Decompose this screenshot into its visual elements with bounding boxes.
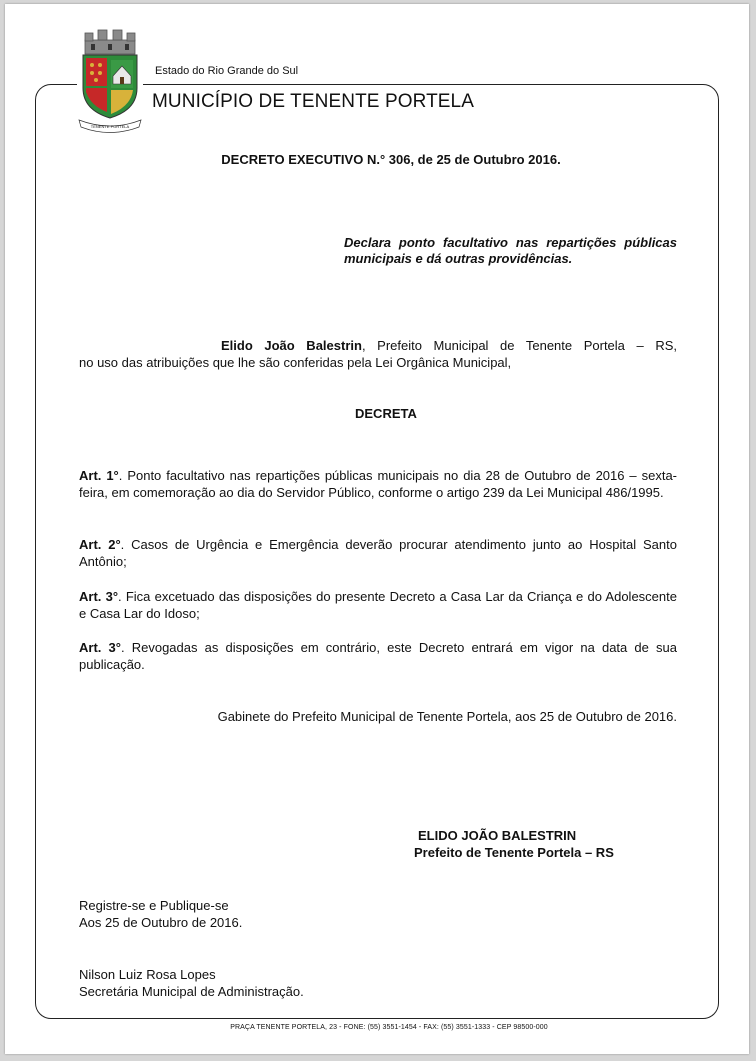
crest-icon <box>77 26 143 136</box>
article-text: . Casos de Urgência e Emergência deverão procurar atendimento junto ao Hospital Santo Antônio; <box>79 537 677 569</box>
decreta-heading: DECRETA <box>355 406 417 421</box>
article-label: Art. 3° <box>79 589 119 604</box>
preamble-mayor-name: Elido João Balestrin <box>221 338 362 353</box>
article-label: Art. 1° <box>79 468 119 483</box>
secretary-name: Nilson Luiz Rosa Lopes <box>79 967 216 982</box>
state-name: Estado do Rio Grande do Sul <box>155 65 299 77</box>
register-note <box>79 897 242 931</box>
article-3 <box>79 588 677 622</box>
preamble-line1-rest: , Prefeito Municipal de Tenente Portela – RS, <box>361 338 677 353</box>
decree-preamble <box>79 337 677 371</box>
decree-title: DECRETO EXECUTIVO N.° 306, de 25 de Outubro 2016. <box>221 152 561 167</box>
secretary-block <box>79 966 304 1000</box>
article-label: Art. 3° <box>79 640 121 655</box>
preamble-second-line: no uso das atribuições que lhe são conferidas pela Lei Orgânica Municipal, <box>79 355 512 370</box>
article-2 <box>79 536 677 570</box>
register-line-2: Aos 25 de Outubro de 2016. <box>79 915 243 930</box>
article-text: . Ponto facultativo nas repartições públicas municipais no dia 28 de Outubro de 2016 – sexta-feira, em comemoração ao dia do Servidor Público, conforme o artigo 239 da Lei Municipal 486/1995. <box>79 468 677 500</box>
decree-summary: Declara ponto facultativo nas repartições públicas municipais e dá outras providências. <box>344 235 677 266</box>
signature-block <box>414 827 614 861</box>
article-1 <box>79 467 677 501</box>
footer-address: PRAÇA TENENTE PORTELA, 23 - FONE: (55) 3551-1454 - FAX: (55) 3551-1333 - CEP 98500-000 <box>230 1024 548 1031</box>
municipality-title: MUNICÍPIO DE TENENTE PORTELA <box>152 91 480 113</box>
article-label: Art. 2° <box>79 537 121 552</box>
secretary-role: Secretária Municipal de Administração. <box>79 984 304 999</box>
svg-text:TENENTE PORTELA: TENENTE PORTELA <box>90 124 130 129</box>
preamble-first-line <box>79 337 677 354</box>
register-line-1: Registre-se e Publique-se <box>79 898 229 913</box>
place-and-date: Gabinete do Prefeito Municipal de Tenente Portela, aos 25 de Outubro de 2016. <box>217 709 677 724</box>
document-page <box>5 4 749 1054</box>
signer-role: Prefeito de Tenente Portela – RS <box>414 845 614 860</box>
municipal-crest <box>77 26 143 136</box>
article-4 <box>79 639 677 673</box>
article-text: . Revogadas as disposições em contrário, este Decreto entrará em vigor na data de sua publicação. <box>79 640 677 672</box>
article-text: . Fica excetuado das disposições do presente Decreto a Casa Lar da Criança e do Adolescente e Casa Lar do Idoso; <box>79 589 677 621</box>
signer-name: ELIDO JOÃO BALESTRIN <box>418 828 577 843</box>
